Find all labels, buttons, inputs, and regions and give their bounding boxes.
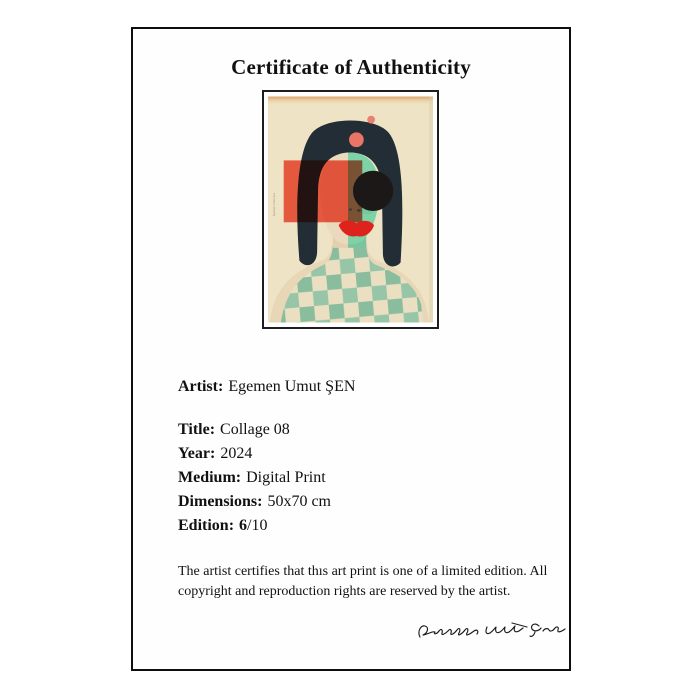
field-row-edition <box>178 514 331 538</box>
artist-row <box>178 375 355 399</box>
field-row-title <box>178 418 331 442</box>
pink-dot <box>367 116 375 124</box>
field-row-medium <box>178 466 331 490</box>
artist-value: Egemen Umut ŞEN <box>228 378 356 395</box>
medium-value: Digital Print <box>246 469 326 486</box>
certification-statement: The artist certifies that thıs art print is one of a limited edition. All copyright and reproduction rights are reserved by the artist. <box>178 564 548 599</box>
artwork-details <box>178 418 331 538</box>
edition-number: 6 <box>239 517 248 534</box>
year-value: 2024 <box>220 445 253 462</box>
signature-stroke-1 <box>419 626 478 637</box>
eye-circle <box>353 171 393 211</box>
certificate-title: Certificate of Authenticity <box>231 55 471 79</box>
edition-total: /10 <box>247 517 268 534</box>
signature-drawing <box>415 619 570 647</box>
artwork-frame <box>262 90 439 329</box>
year-label: Year: <box>178 445 216 462</box>
signature-stroke-2 <box>486 626 523 634</box>
artwork-margin-signature: Egemen Umut Şen <box>271 192 276 217</box>
edition-label: Edition: <box>178 517 235 534</box>
coral-square <box>284 160 363 222</box>
nostril-left <box>349 208 352 210</box>
certificate-frame <box>131 27 571 671</box>
signature-stroke-4 <box>530 624 565 636</box>
dimensions-value: 50x70 cm <box>267 493 331 510</box>
title-value: Collage 08 <box>220 421 290 438</box>
artwork-aged-top-edge <box>268 97 433 107</box>
pink-circle <box>349 132 364 147</box>
title-label: Title: <box>178 421 216 438</box>
artwork-right-edge-shade <box>429 97 433 323</box>
dimensions-label: Dimensions: <box>178 493 263 510</box>
artist-label: Artist: <box>178 378 224 395</box>
nostril-right <box>357 209 361 212</box>
artwork-image <box>268 96 433 323</box>
artist-signature <box>415 619 570 647</box>
field-row-year <box>178 442 331 466</box>
field-row-dimensions <box>178 490 331 514</box>
medium-label: Medium: <box>178 469 242 486</box>
